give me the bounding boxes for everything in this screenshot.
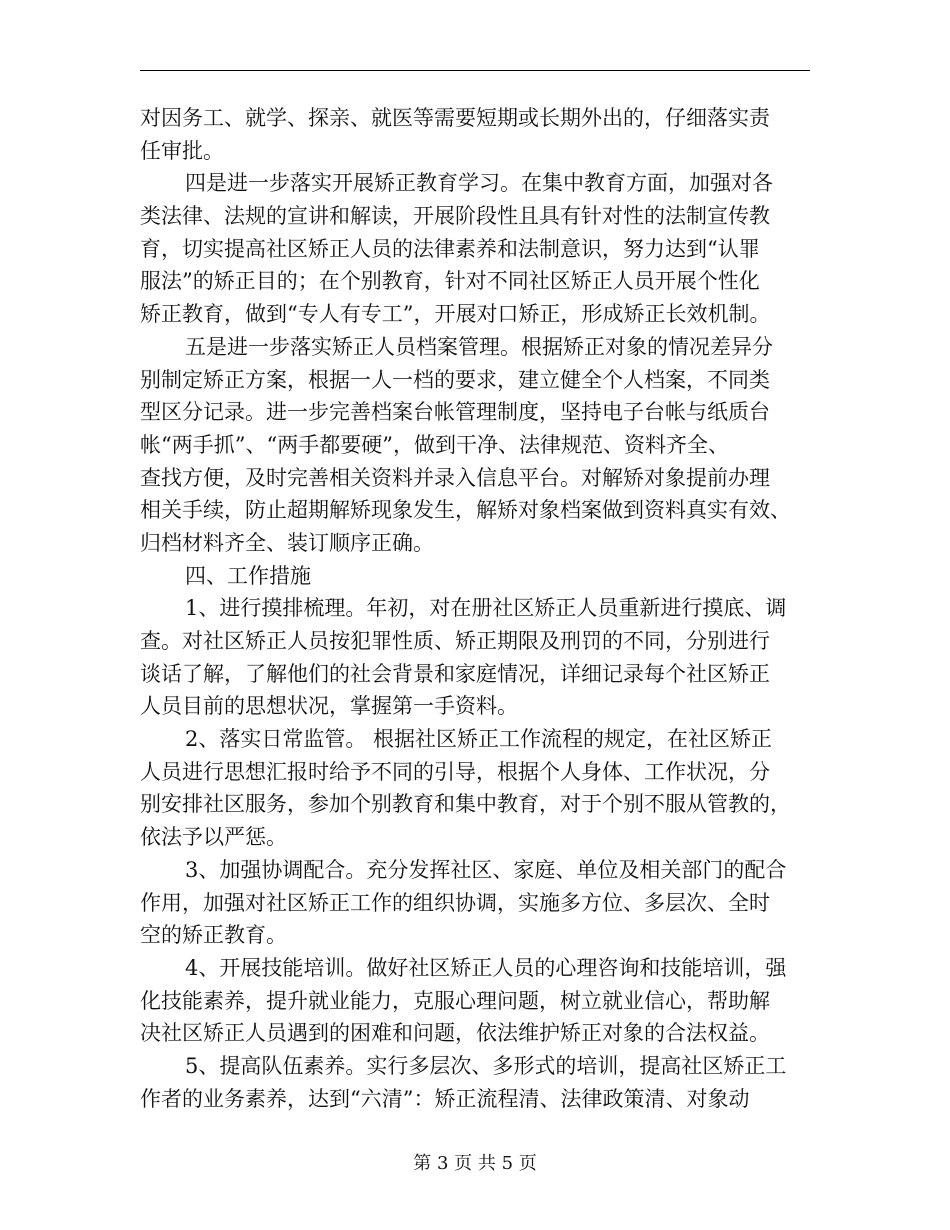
text-line: 人员目前的思想状况，掌握第一手资料。 (140, 694, 518, 719)
text-line: 4、开展技能培训。做好社区矫正人员的心理咨询和技能培训，强 (185, 955, 787, 980)
text-line: 帐“两手抓”、“两手都要硬”，做到干净、法律规范、资料齐全、 (140, 432, 729, 457)
text-line: 决社区矫正人员遇到的困难和问题，依法维护矫正对象的合法权益。 (140, 1021, 770, 1046)
text-line: 作者的业务素养，达到“六清”：矫正流程清、法律政策清、对象动 (140, 1086, 750, 1111)
text-line: 作用，加强对社区矫正工作的组织协调，实施多方位、多层次、全时 (140, 890, 770, 915)
text-line: 对因务工、就学、探亲、就医等需要短期或长期外出的，仔细落实责 (140, 106, 770, 130)
text-line: 空的矫正教育。 (140, 923, 287, 948)
text-line: 2、落实日常监管。 根据社区矫正工作流程的规定，在社区矫正 (185, 727, 773, 752)
page-footer: 第 3 页 共 5 页 (413, 1153, 537, 1174)
text-line: 化技能素养，提升就业能力，克服心理问题，树立就业信心，帮助解 (140, 988, 770, 1013)
text-line: 3、加强协调配合。充分发挥社区、家庭、单位及相关部门的配合 (185, 857, 787, 882)
text-line: 1、进行摸排梳理。年初，对在册社区矫正人员重新进行摸底、调 (185, 596, 787, 621)
text-line: 任审批。 (140, 138, 224, 163)
document-body (140, 102, 820, 1115)
text-line: 型区分记录。进一步完善档案台帐管理制度，坚持电子台帐与纸质台 (140, 400, 770, 425)
text-line: 别安排社区服务，参加个别教育和集中教育，对于个别不服从管教的， (140, 792, 791, 817)
text-line: 五是进一步落实矫正人员档案管理。根据矫正对象的情况差异分 (185, 334, 773, 359)
text-line: 归档材料齐全、装订顺序正确。 (140, 530, 434, 555)
text-line: 四是进一步落实开展矫正教育学习。在集中教育方面，加强对各 (185, 171, 773, 196)
text-line: 服法”的矫正目的；在个别教育，针对不同社区矫正人员开展个性化 (140, 269, 760, 294)
text-line: 相关手续，防止超期解矫现象发生，解矫对象档案做到资料真实有效、 (140, 498, 791, 523)
text-line: 人员进行思想汇报时给予不同的引导，根据个人身体、工作状况，分 (140, 759, 770, 784)
text-line: 查找方便，及时完善相关资料并录入信息平台。对解矫对象提前办理 (140, 465, 770, 490)
text-line: 四、工作措施 (185, 563, 311, 588)
text-line: 谈话了解，了解他们的社会背景和家庭情况，详细记录每个社区矫正 (140, 661, 770, 686)
text-line: 育，切实提高社区矫正人员的法律素养和法制意识，努力达到“认罪 (140, 236, 760, 261)
text-line: 查。对社区矫正人员按犯罪性质、矫正期限及刑罚的不同，分别进行 (140, 629, 770, 653)
header-rule (140, 70, 810, 71)
text-line: 依法予以严惩。 (140, 825, 287, 850)
text-line: 5、提高队伍素养。实行多层次、多形式的培训，提高社区矫正工 (185, 1053, 787, 1078)
text-line: 别制定矫正方案，根据一人一档的要求，建立健全个人档案，不同类 (140, 367, 770, 392)
text-line: 矫正教育，做到“专人有专工”，开展对口矫正，形成矫正长效机制。 (140, 302, 771, 327)
text-line: 类法律、法规的宣讲和解读，开展阶段性且具有针对性的法制宣传教 (140, 204, 770, 229)
